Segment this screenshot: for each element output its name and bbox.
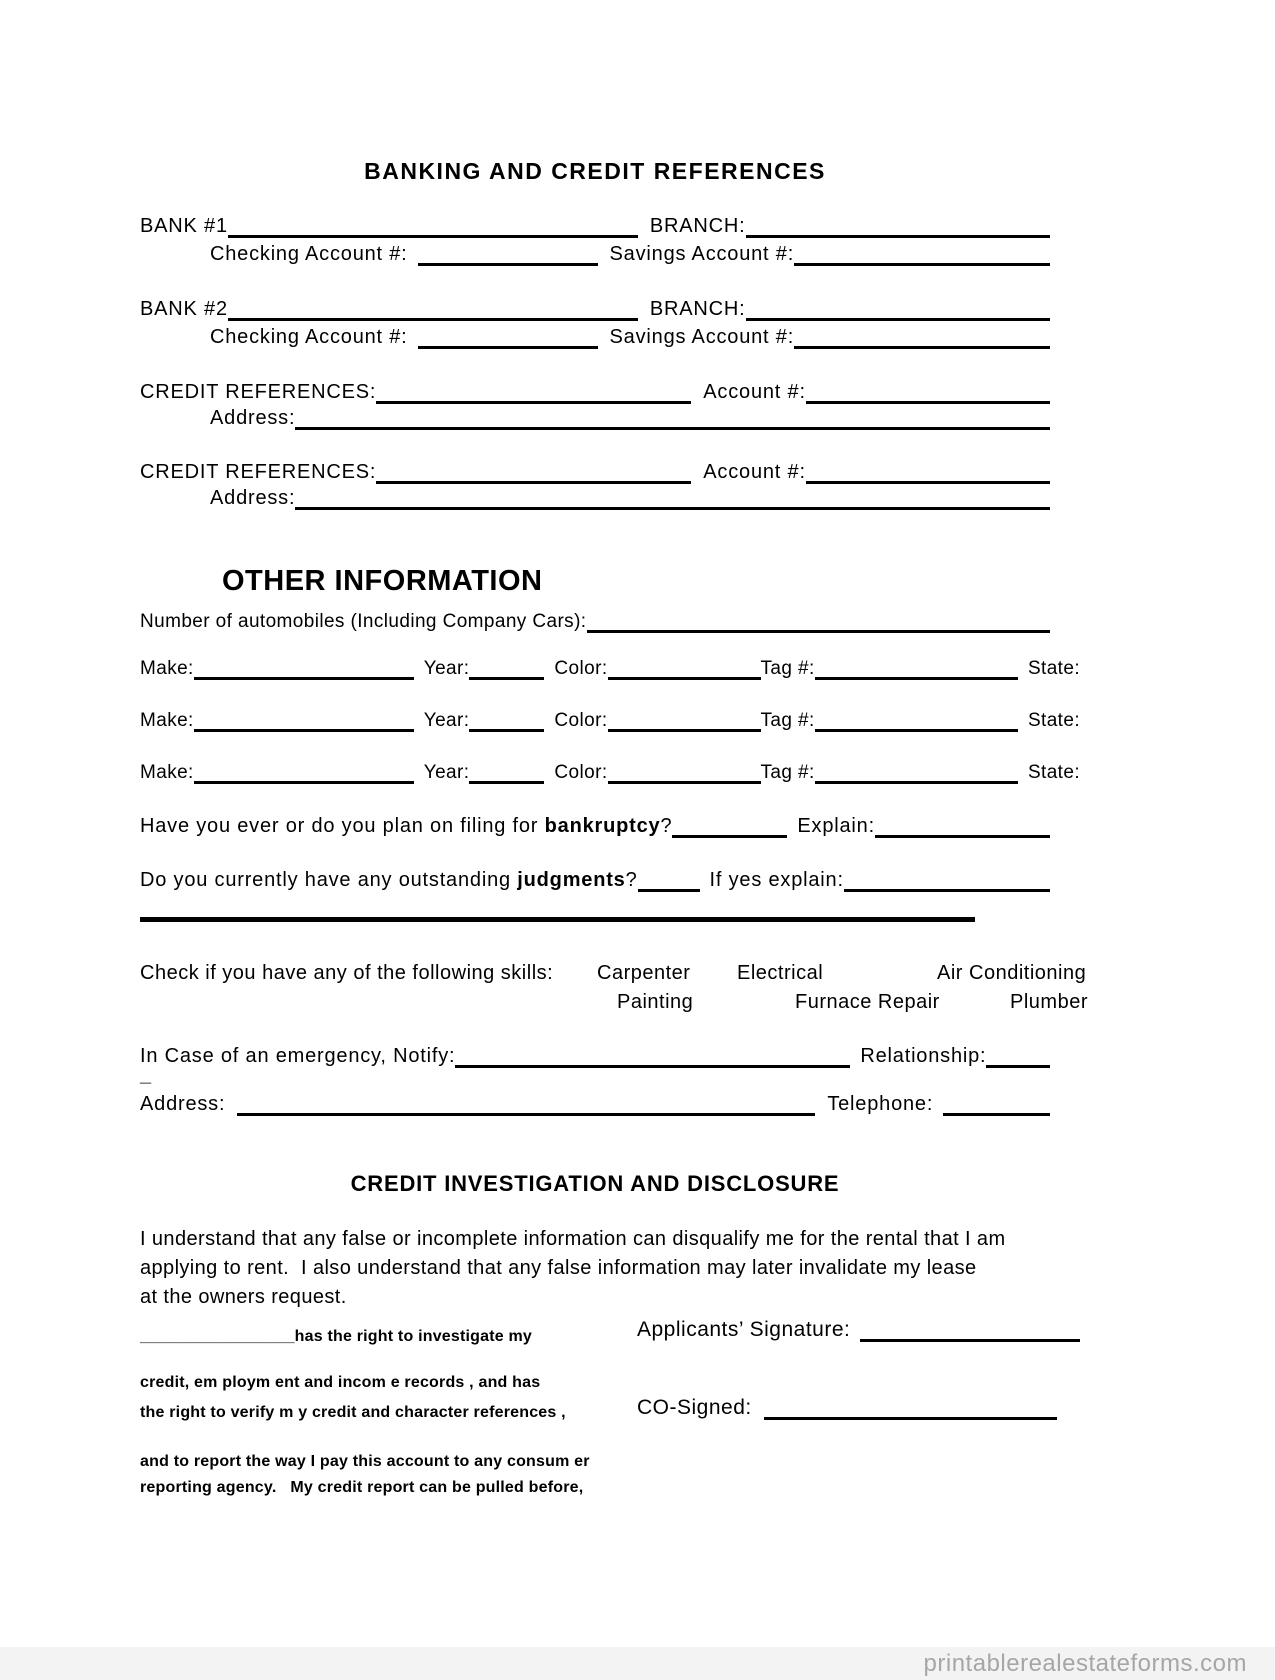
vehicle-2-make-field[interactable] [194,729,414,732]
vehicle-2-tag-label: Tag #: [760,710,815,731]
bank-2-branch-label: BRANCH: [649,298,746,320]
bankruptcy-emphasis: bankruptcy [544,815,661,837]
skill-option-plumber[interactable]: Plumber [1010,991,1088,1013]
emergency-address-row [140,1090,1050,1116]
vehicle-1-state-label: State: [1027,658,1080,679]
vehicle-1-tag-field[interactable] [815,677,1018,680]
fine-print-line-1: _________________has the right to investigate my [140,1328,533,1345]
section-divider [140,917,975,922]
bank-2-savings-field[interactable] [794,346,1050,349]
vehicle-2-color-label: Color: [554,710,608,731]
credit-reference-1-row [140,378,1050,404]
applicants-signature-field[interactable] [860,1339,1080,1342]
bankruptcy-row [140,812,1050,838]
vehicle-3-color-label: Color: [554,762,608,783]
vehicle-2-year-label: Year: [423,710,470,731]
vehicle-1-color-field[interactable] [608,677,761,680]
bank-1-label: BANK #1 [140,215,228,237]
form-content [140,0,1088,1518]
judgments-emphasis: judgments [517,869,626,891]
vehicle-2-row [140,706,1080,732]
disclosure-paragraph [140,1228,1080,1315]
vehicle-3-year-label: Year: [423,762,470,783]
vehicle-1-make-field[interactable] [194,677,414,680]
skills-row-1 [140,959,1087,985]
credit-reference-2-address-field[interactable] [295,507,1050,510]
vehicle-2-make-label: Make: [140,710,194,731]
bankruptcy-explain-label: Explain: [797,815,875,837]
credit-reference-1-address-label: Address: [210,407,296,429]
vehicle-3-make-field[interactable] [194,781,414,784]
bank-1-branch-field[interactable] [746,235,1051,238]
cosigned-field[interactable] [764,1417,1057,1420]
bank-1-checking-label: Checking Account #: [210,243,408,265]
credit-investigation-heading: CREDIT INVESTIGATION AND DISCLOSURE [350,1171,840,1196]
credit-reference-2-account-field[interactable] [806,481,1050,484]
automobiles-count-field[interactable] [587,630,1051,633]
cosigned-row [637,1396,1057,1420]
vehicle-3-tag-label: Tag #: [760,762,815,783]
footer-bar [0,1647,1275,1680]
credit-reference-2-address-row [140,484,1050,510]
emergency-relationship-field[interactable] [986,1065,1050,1068]
bankruptcy-question-mark: ? [660,815,673,837]
credit-reference-2-label: CREDIT REFERENCES: [140,461,377,483]
bankruptcy-explain-field[interactable] [875,835,1050,838]
fine-print-line-4: and to report the way I pay this account to any consum er [140,1453,590,1470]
skills-row-2 [140,988,1088,1014]
emergency-notify-field[interactable] [455,1065,850,1068]
credit-reference-1-address-field[interactable] [295,427,1050,430]
bank-2-branch-field[interactable] [746,318,1051,321]
bankruptcy-answer-field[interactable] [672,835,787,838]
automobiles-row [140,607,1050,633]
skill-option-carpenter[interactable]: Carpenter [597,962,691,984]
bank-2-label: BANK #2 [140,298,228,320]
disclosure-paragraph-line-2: applying to rent. I also understand that any false information may later invalidate my lease [140,1257,977,1279]
judgments-question-prefix: Do you currently have any outstanding [140,869,518,891]
applicants-signature-label: Applicants’ Signature: [637,1318,851,1341]
disclosure-paragraph-line-3: at the owners request. [140,1286,347,1308]
credit-reference-1-name-field[interactable] [376,401,691,404]
footer-website-text: printablerealestateforms.com [923,1650,1247,1677]
bank-2-checking-label: Checking Account #: [210,326,408,348]
bank-2-accounts-row [140,323,1050,349]
vehicle-1-tag-label: Tag #: [760,658,815,679]
emergency-telephone-label: Telephone: [827,1093,934,1115]
bank-1-checking-field[interactable] [418,263,598,266]
judgments-explain-label: If yes explain: [709,869,844,891]
vehicle-1-year-label: Year: [423,658,470,679]
vehicle-3-make-label: Make: [140,762,194,783]
fine-print-line-3: the right to verify m y credit and character references , [140,1404,566,1421]
bank-2-row [140,295,1050,321]
disclosure-paragraph-line-1: I understand that any false or incomplete information can disqualify me for the rental that I am [140,1228,1006,1250]
skill-option-air-conditioning[interactable]: Air Conditioning [937,962,1087,984]
automobiles-label: Number of automobiles (Including Company Cars): [140,611,587,632]
bank-1-savings-label: Savings Account #: [609,243,795,265]
judgments-explain-field[interactable] [844,889,1050,892]
other-information-heading: OTHER INFORMATION [222,565,543,597]
bankruptcy-question-prefix: Have you ever or do you plan on filing for [140,815,545,837]
credit-reference-2-row [140,458,1050,484]
bank-1-branch-label: BRANCH: [649,215,746,237]
vehicle-3-state-label: State: [1027,762,1080,783]
bank-2-checking-field[interactable] [418,346,598,349]
vehicle-3-year-field[interactable] [469,781,544,784]
bank-2-name-field[interactable] [228,318,638,321]
fine-print-line-2: credit, em ploym ent and incom e records , and has [140,1374,541,1391]
emergency-address-label: Address: [140,1093,226,1115]
credit-reference-1-account-field[interactable] [806,401,1050,404]
skill-option-painting[interactable]: Painting [617,991,694,1013]
emergency-notify-row [140,1042,1050,1068]
cosigned-label: CO-Signed: [637,1396,752,1419]
vehicle-2-state-label: State: [1027,710,1080,731]
judgments-answer-field[interactable] [638,889,700,892]
vehicle-2-color-field[interactable] [608,729,761,732]
credit-reference-1-address-row [140,404,1050,430]
skill-option-electrical[interactable]: Electrical [737,962,824,984]
credit-reference-2-account-label: Account #: [703,461,806,483]
vehicle-1-year-field[interactable] [469,677,544,680]
skills-label: Check if you have any of the following skills: [140,962,554,984]
bank-1-savings-field[interactable] [794,263,1050,266]
applicants-signature-row [637,1318,1080,1342]
credit-reference-2-name-field[interactable] [376,481,691,484]
judgments-row [140,866,1050,892]
vehicle-3-color-field[interactable] [608,781,761,784]
judgments-question-mark: ? [625,869,638,891]
vehicle-1-make-label: Make: [140,658,194,679]
credit-reference-1-label: CREDIT REFERENCES: [140,381,377,403]
fine-print-line-5: reporting agency. My credit report can be pulled before, [140,1479,584,1496]
credit-reference-1-account-label: Account #: [703,381,806,403]
skill-option-furnace-repair[interactable]: Furnace Repair [795,991,940,1013]
vehicle-3-tag-field[interactable] [815,781,1018,784]
stray-underscore-mark: _ [140,1064,152,1086]
emergency-notify-label: In Case of an emergency, Notify: [140,1045,456,1067]
bank-1-accounts-row [140,240,1050,266]
vehicle-3-row [140,758,1080,784]
vehicle-1-color-label: Color: [554,658,608,679]
bank-2-savings-label: Savings Account #: [609,326,795,348]
emergency-address-field[interactable] [237,1113,815,1116]
disclosure-fine-print-area [140,1318,1080,1518]
bank-1-row [140,212,1050,238]
credit-reference-2-address-label: Address: [210,487,296,509]
banking-section-title: BANKING AND CREDIT REFERENCES [364,158,826,184]
emergency-telephone-field[interactable] [943,1113,1050,1116]
vehicle-1-row [140,654,1080,680]
vehicle-2-year-field[interactable] [469,729,544,732]
emergency-relationship-label: Relationship: [860,1045,987,1067]
vehicle-2-tag-field[interactable] [815,729,1018,732]
bank-1-name-field[interactable] [228,235,638,238]
